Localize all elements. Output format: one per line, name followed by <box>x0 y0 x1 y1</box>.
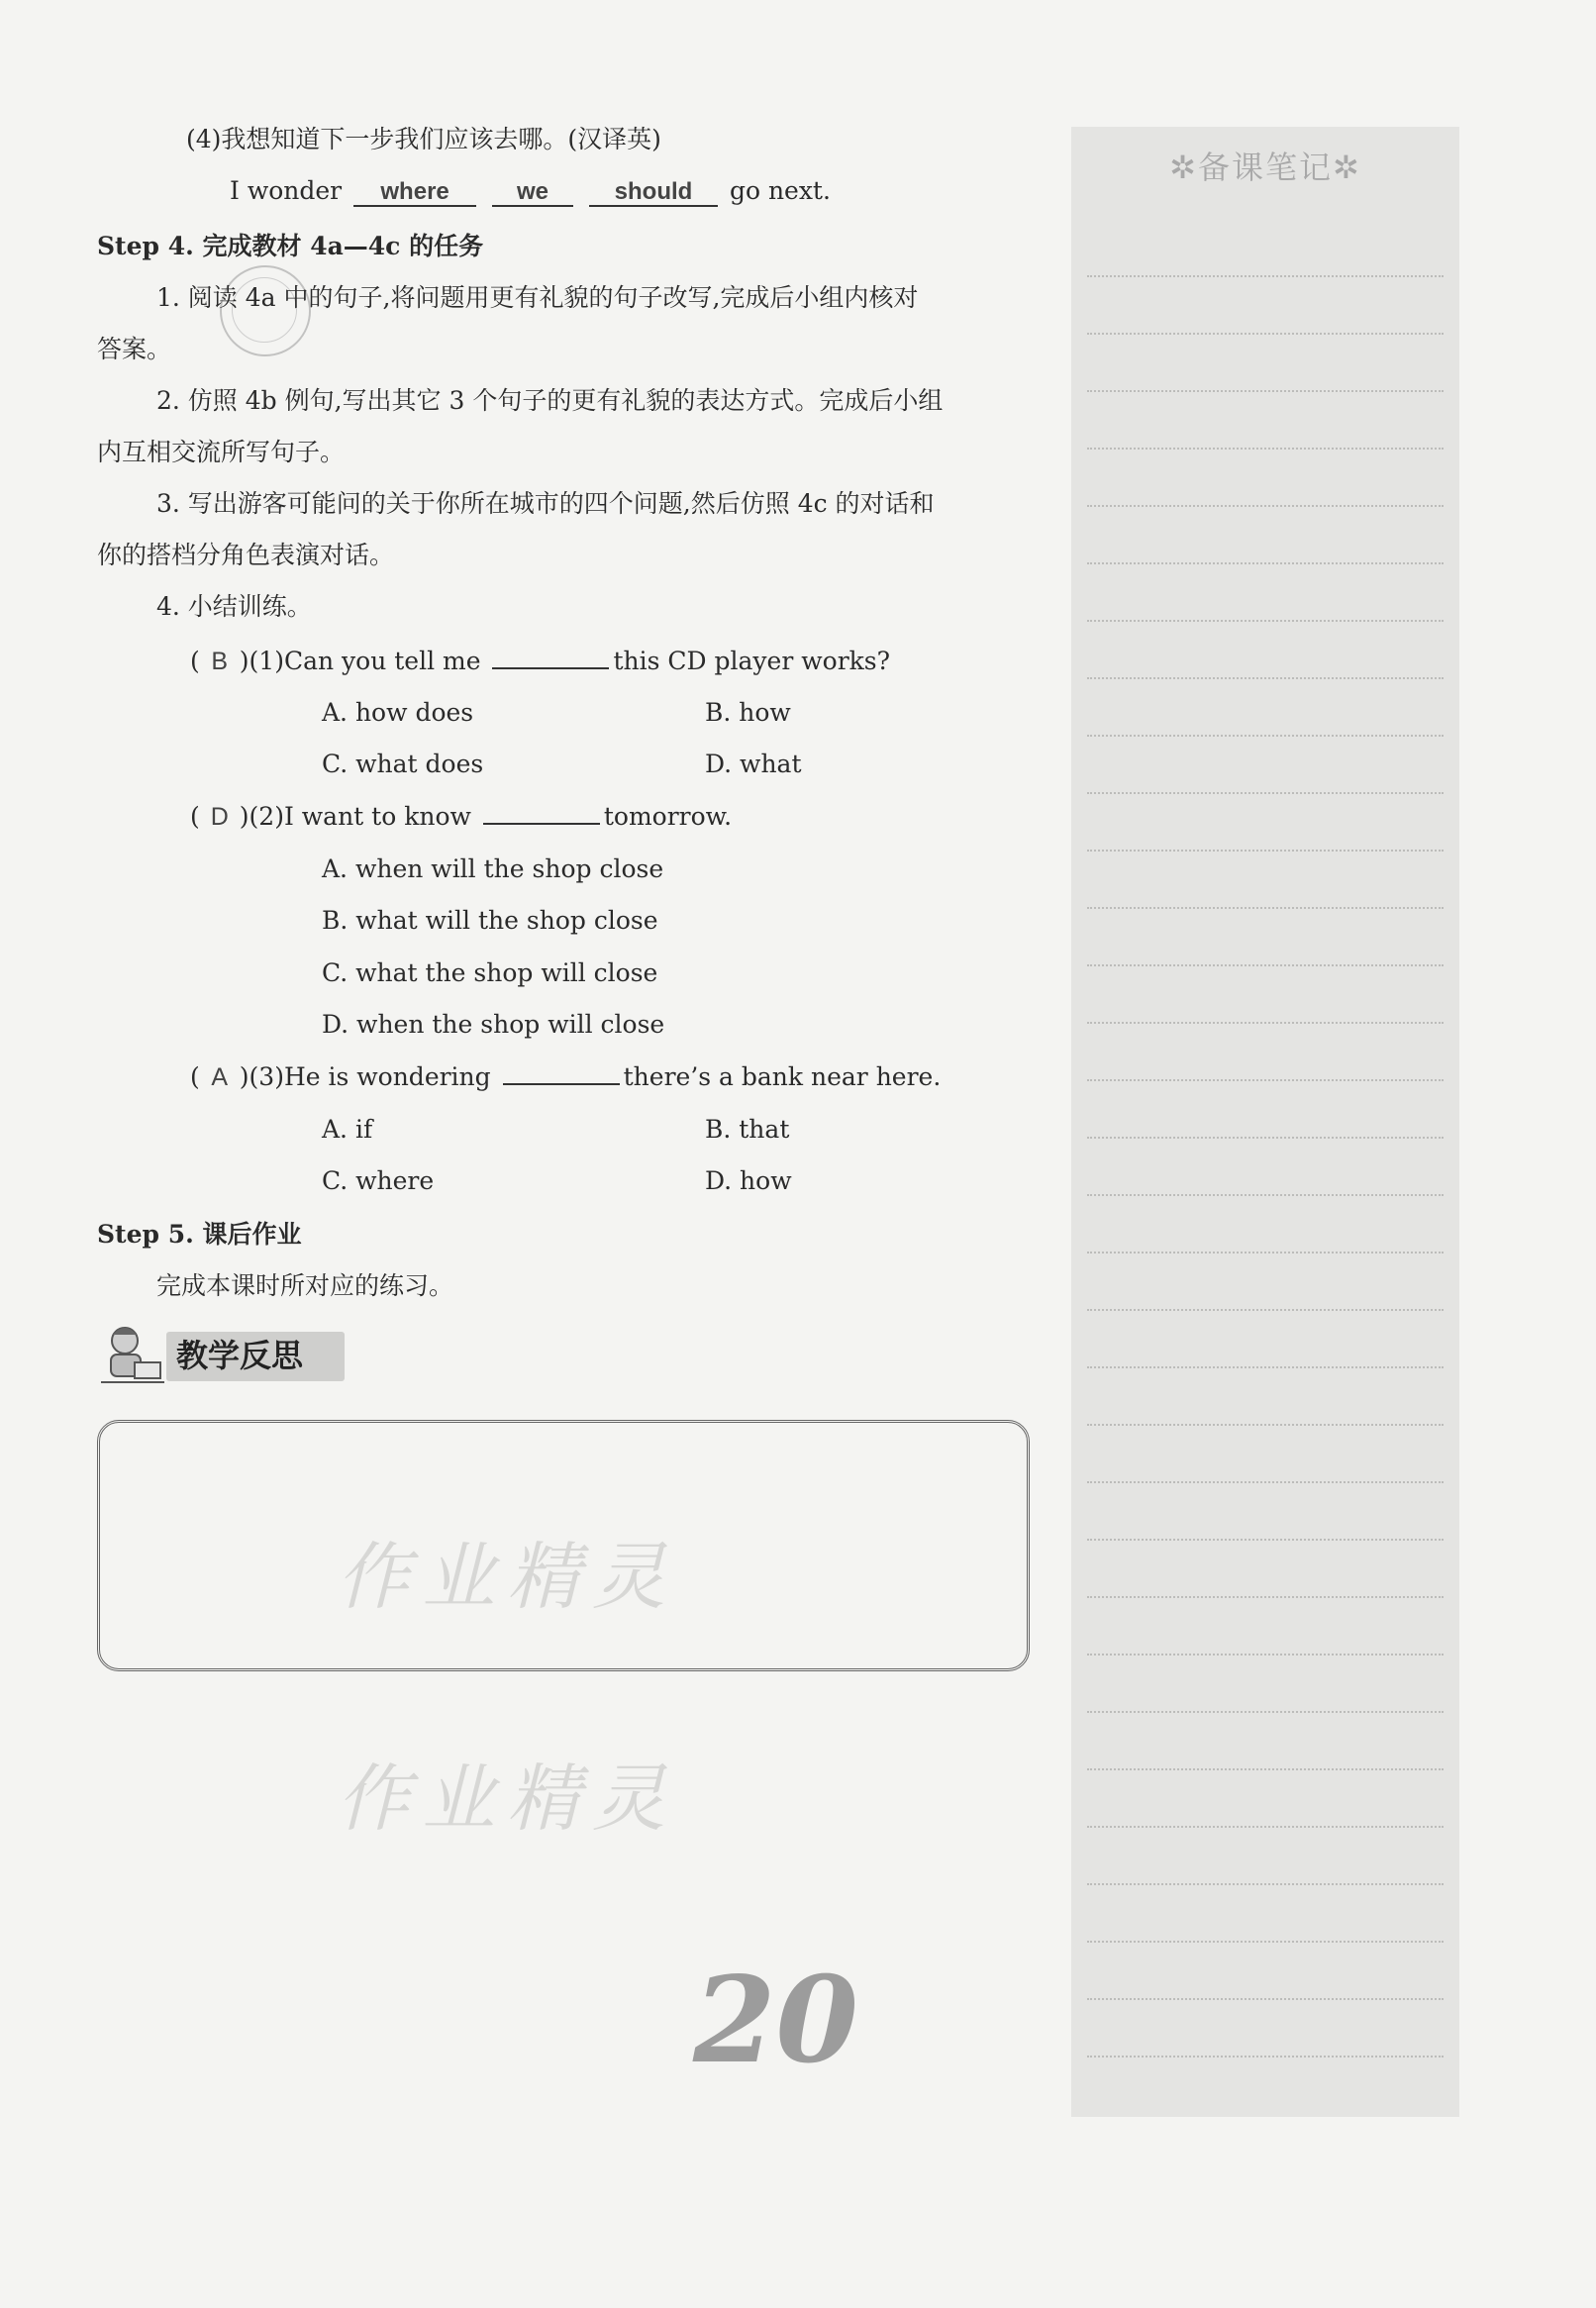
step4-item3-line1: 3. 写出游客可能问的关于你所在城市的四个问题,然后仿照 4c 的对话和 <box>156 489 935 518</box>
question-1-option-d: D. what <box>705 750 802 778</box>
answer-blank-where: where <box>353 179 476 207</box>
translation-lead: I wonder <box>230 176 343 205</box>
step4-item2-line2: 内互相交流所写句子。 <box>97 438 346 466</box>
reflection-heading: 教学反思 <box>176 1337 304 1374</box>
question-3-option-d: D. how <box>705 1166 792 1195</box>
question-1-blank <box>492 648 609 669</box>
question-1-stem-a: (1)Can you tell me <box>249 647 481 675</box>
answer-blank-we: we <box>492 179 573 207</box>
question-2-option-c: C. what the shop will close <box>322 958 658 987</box>
question-3-blank <box>503 1063 620 1085</box>
watermark-2: 作业精灵 <box>337 1756 677 1842</box>
question-2-option-d: D. when the shop will close <box>322 1010 665 1039</box>
translation-tail: go next. <box>729 176 831 205</box>
question-3-answer: A <box>211 1063 229 1091</box>
translation-prompt: (4)我想知道下一步我们应该去哪。(汉译英) <box>186 125 661 153</box>
question-1: ( B )(1)Can you tell me this CD player works? <box>190 647 891 675</box>
question-3-stem-b: there’s a bank near here. <box>623 1062 942 1091</box>
step4-heading: Step 4. 完成教材 4a—4c 的任务 <box>97 232 484 260</box>
translation-answer-line <box>230 176 831 207</box>
question-1-option-c: C. what does <box>322 750 484 778</box>
step5-heading: Step 5. 课后作业 <box>97 1220 302 1249</box>
question-3-option-c: C. where <box>322 1166 435 1195</box>
question-2-option-a: A. when will the shop close <box>322 854 664 883</box>
question-3-option-b: B. that <box>705 1115 790 1144</box>
question-1-option-b: B. how <box>705 698 791 727</box>
answer-blank-should: should <box>589 179 718 207</box>
step4-item3-line2: 你的搭档分角色表演对话。 <box>97 541 395 569</box>
question-2-stem-b: tomorrow. <box>603 802 733 831</box>
question-3: ( A )(3)He is wondering there’s a bank near here. <box>190 1062 942 1091</box>
notes-title: ✲备课笔记✲ <box>1169 149 1361 186</box>
step5-body: 完成本课时所对应的练习。 <box>156 1271 454 1300</box>
question-2-answer: D <box>210 803 229 831</box>
question-1-answer: B <box>211 648 229 675</box>
question-3-stem-a: (3)He is wondering <box>249 1062 491 1091</box>
teacher-icon <box>95 1321 166 1388</box>
step4-item1-line1: 1. 阅读 4a 中的句子,将问题用更有礼貌的句子改写,完成后小组内核对 <box>156 283 919 312</box>
question-2-stem-a: (2)I want to know <box>249 802 471 831</box>
step4-item4: 4. 小结训练。 <box>156 592 312 621</box>
step4-item2-line1: 2. 仿照 4b 例句,写出其它 3 个句子的更有礼貌的表达方式。完成后小组 <box>156 386 944 415</box>
lesson-notes-column <box>1071 127 1459 2117</box>
question-2: ( D )(2)I want to know tomorrow. <box>190 802 733 831</box>
question-3-option-a: A. if <box>322 1115 373 1144</box>
watermark-1: 作业精灵 <box>337 1535 677 1620</box>
step4-item1-line2: 答案。 <box>97 335 172 363</box>
question-2-blank <box>483 803 600 825</box>
question-2-option-b: B. what will the shop close <box>322 906 658 935</box>
question-1-option-a: A. how does <box>322 698 474 727</box>
question-1-stem-b: this CD player works? <box>613 647 891 675</box>
page-number: 20 <box>693 1951 858 2090</box>
